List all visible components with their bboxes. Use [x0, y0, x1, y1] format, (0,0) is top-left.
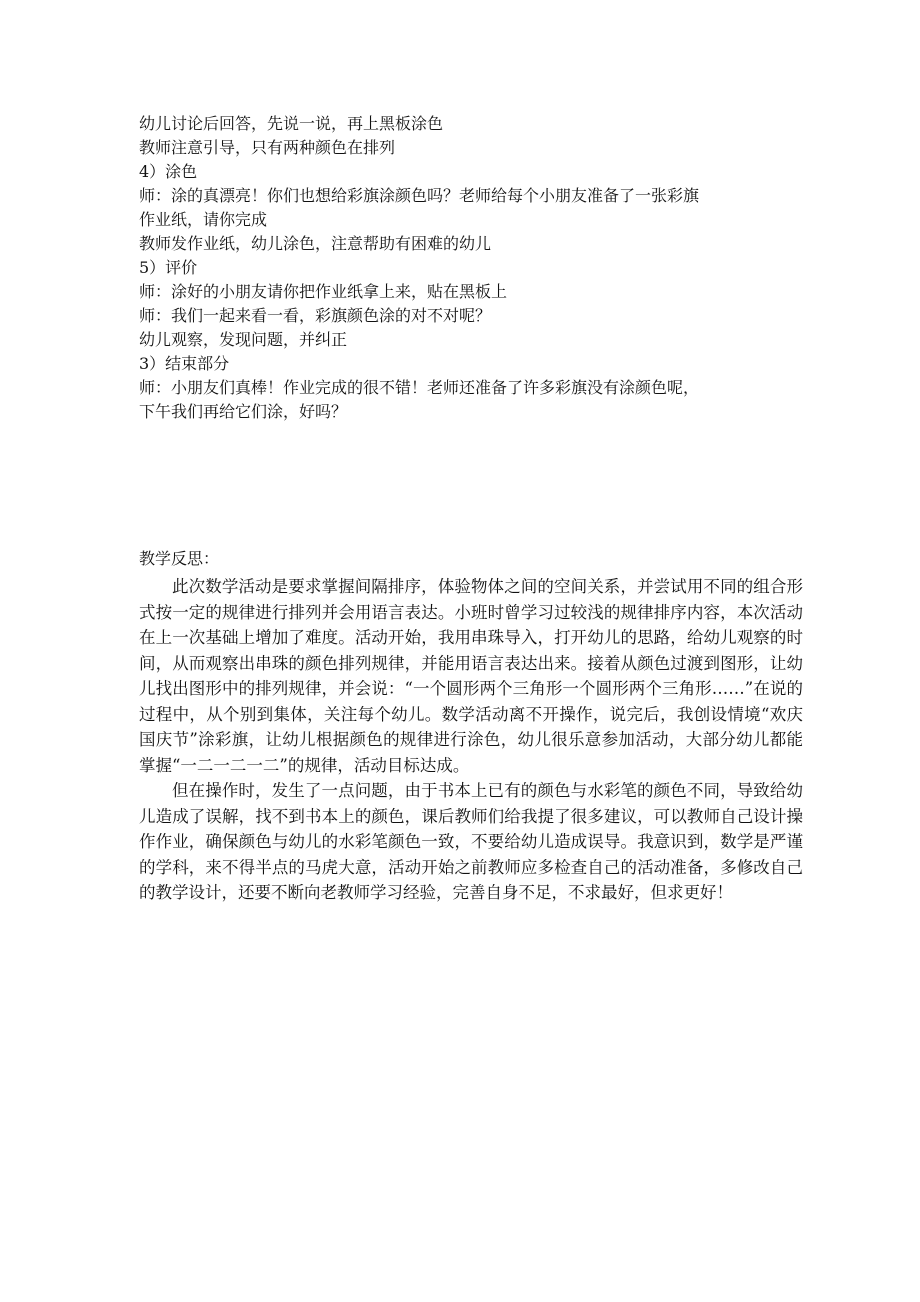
- teacher-line: 师：涂的真漂亮！你们也想给彩旗涂颜色吗？老师给每个小朋友准备了一张彩旗: [139, 186, 700, 205]
- procedure-line: 幼儿观察，发现问题，并纠正: [139, 330, 348, 349]
- teacher-line: 师：小朋友们真棒！作业完成的很不错！老师还准备了许多彩旗没有涂颜色呢，: [139, 378, 700, 397]
- teacher-line: 师：涂好的小朋友请你把作业纸拿上来，贴在黑板上: [139, 282, 508, 301]
- step-heading: 3）结束部分: [139, 354, 230, 373]
- step-heading: 4）涂色: [139, 162, 198, 181]
- procedure-line: 教师注意引导，只有两种颜色在排列: [139, 138, 396, 157]
- lesson-procedure-section: [139, 112, 799, 424]
- reflection-heading: 教学反思：: [139, 549, 220, 568]
- teacher-line-continued: 下午我们再给它们涂，好吗？: [139, 402, 348, 421]
- teaching-reflection-section: [139, 546, 803, 906]
- procedure-line: 幼儿讨论后回答，先说一说，再上黑板涂色: [139, 114, 444, 133]
- teacher-line-continued: 作业纸，请你完成: [139, 210, 268, 229]
- reflection-paragraph: 此次数学活动是要求掌握间隔排序，体验物体之间的空间关系，并尝试用不同的组合形式按一定的规律进行排列并会用语言表达。小班时曾学习过较浅的规律排序内容，本次活动在上一次基础上增加了难度。活动开始，我用串珠导入，打开幼儿的思路，给幼儿观察的时间，从而观察出串珠的颜色排列规律，并能用语言表达出来。接着从颜色过渡到图形，让幼儿找出图形中的排列规律，并会说：“一个圆形两个三角形一个圆形两个三角形……”在说的过程中，从个别到集体，关注每个幼儿。数学活动离不开操作，说完后，我创设情境“欢庆国庆节”涂彩旗，让幼儿根据颜色的规律进行涂色，幼儿很乐意参加活动，大部分幼儿都能掌握“一二一二一二”的规律，活动目标达成。: [139, 577, 803, 775]
- teacher-line: 师：我们一起来看一看，彩旗颜色涂的对不对呢？: [139, 306, 492, 325]
- step-heading: 5）评价: [139, 258, 198, 277]
- procedure-line: 教师发作业纸，幼儿涂色，注意帮助有困难的幼儿: [139, 234, 492, 253]
- reflection-paragraph: 但在操作时，发生了一点问题，由于书本上已有的颜色与水彩笔的颜色不同，导致给幼儿造成了误解，找不到书本上的颜色，课后教师们给我提了很多建议，可以教师自己设计操作作业，确保颜色与幼儿的水彩笔颜色一致，不要给幼儿造成误导。我意识到，数学是严谨的学科，来不得半点的马虎大意，活动开始之前教师应多检查自己的活动准备，多修改自己的教学设计，还要不断向老教师学习经验，完善自身不足，不求最好，但求更好！: [139, 781, 803, 902]
